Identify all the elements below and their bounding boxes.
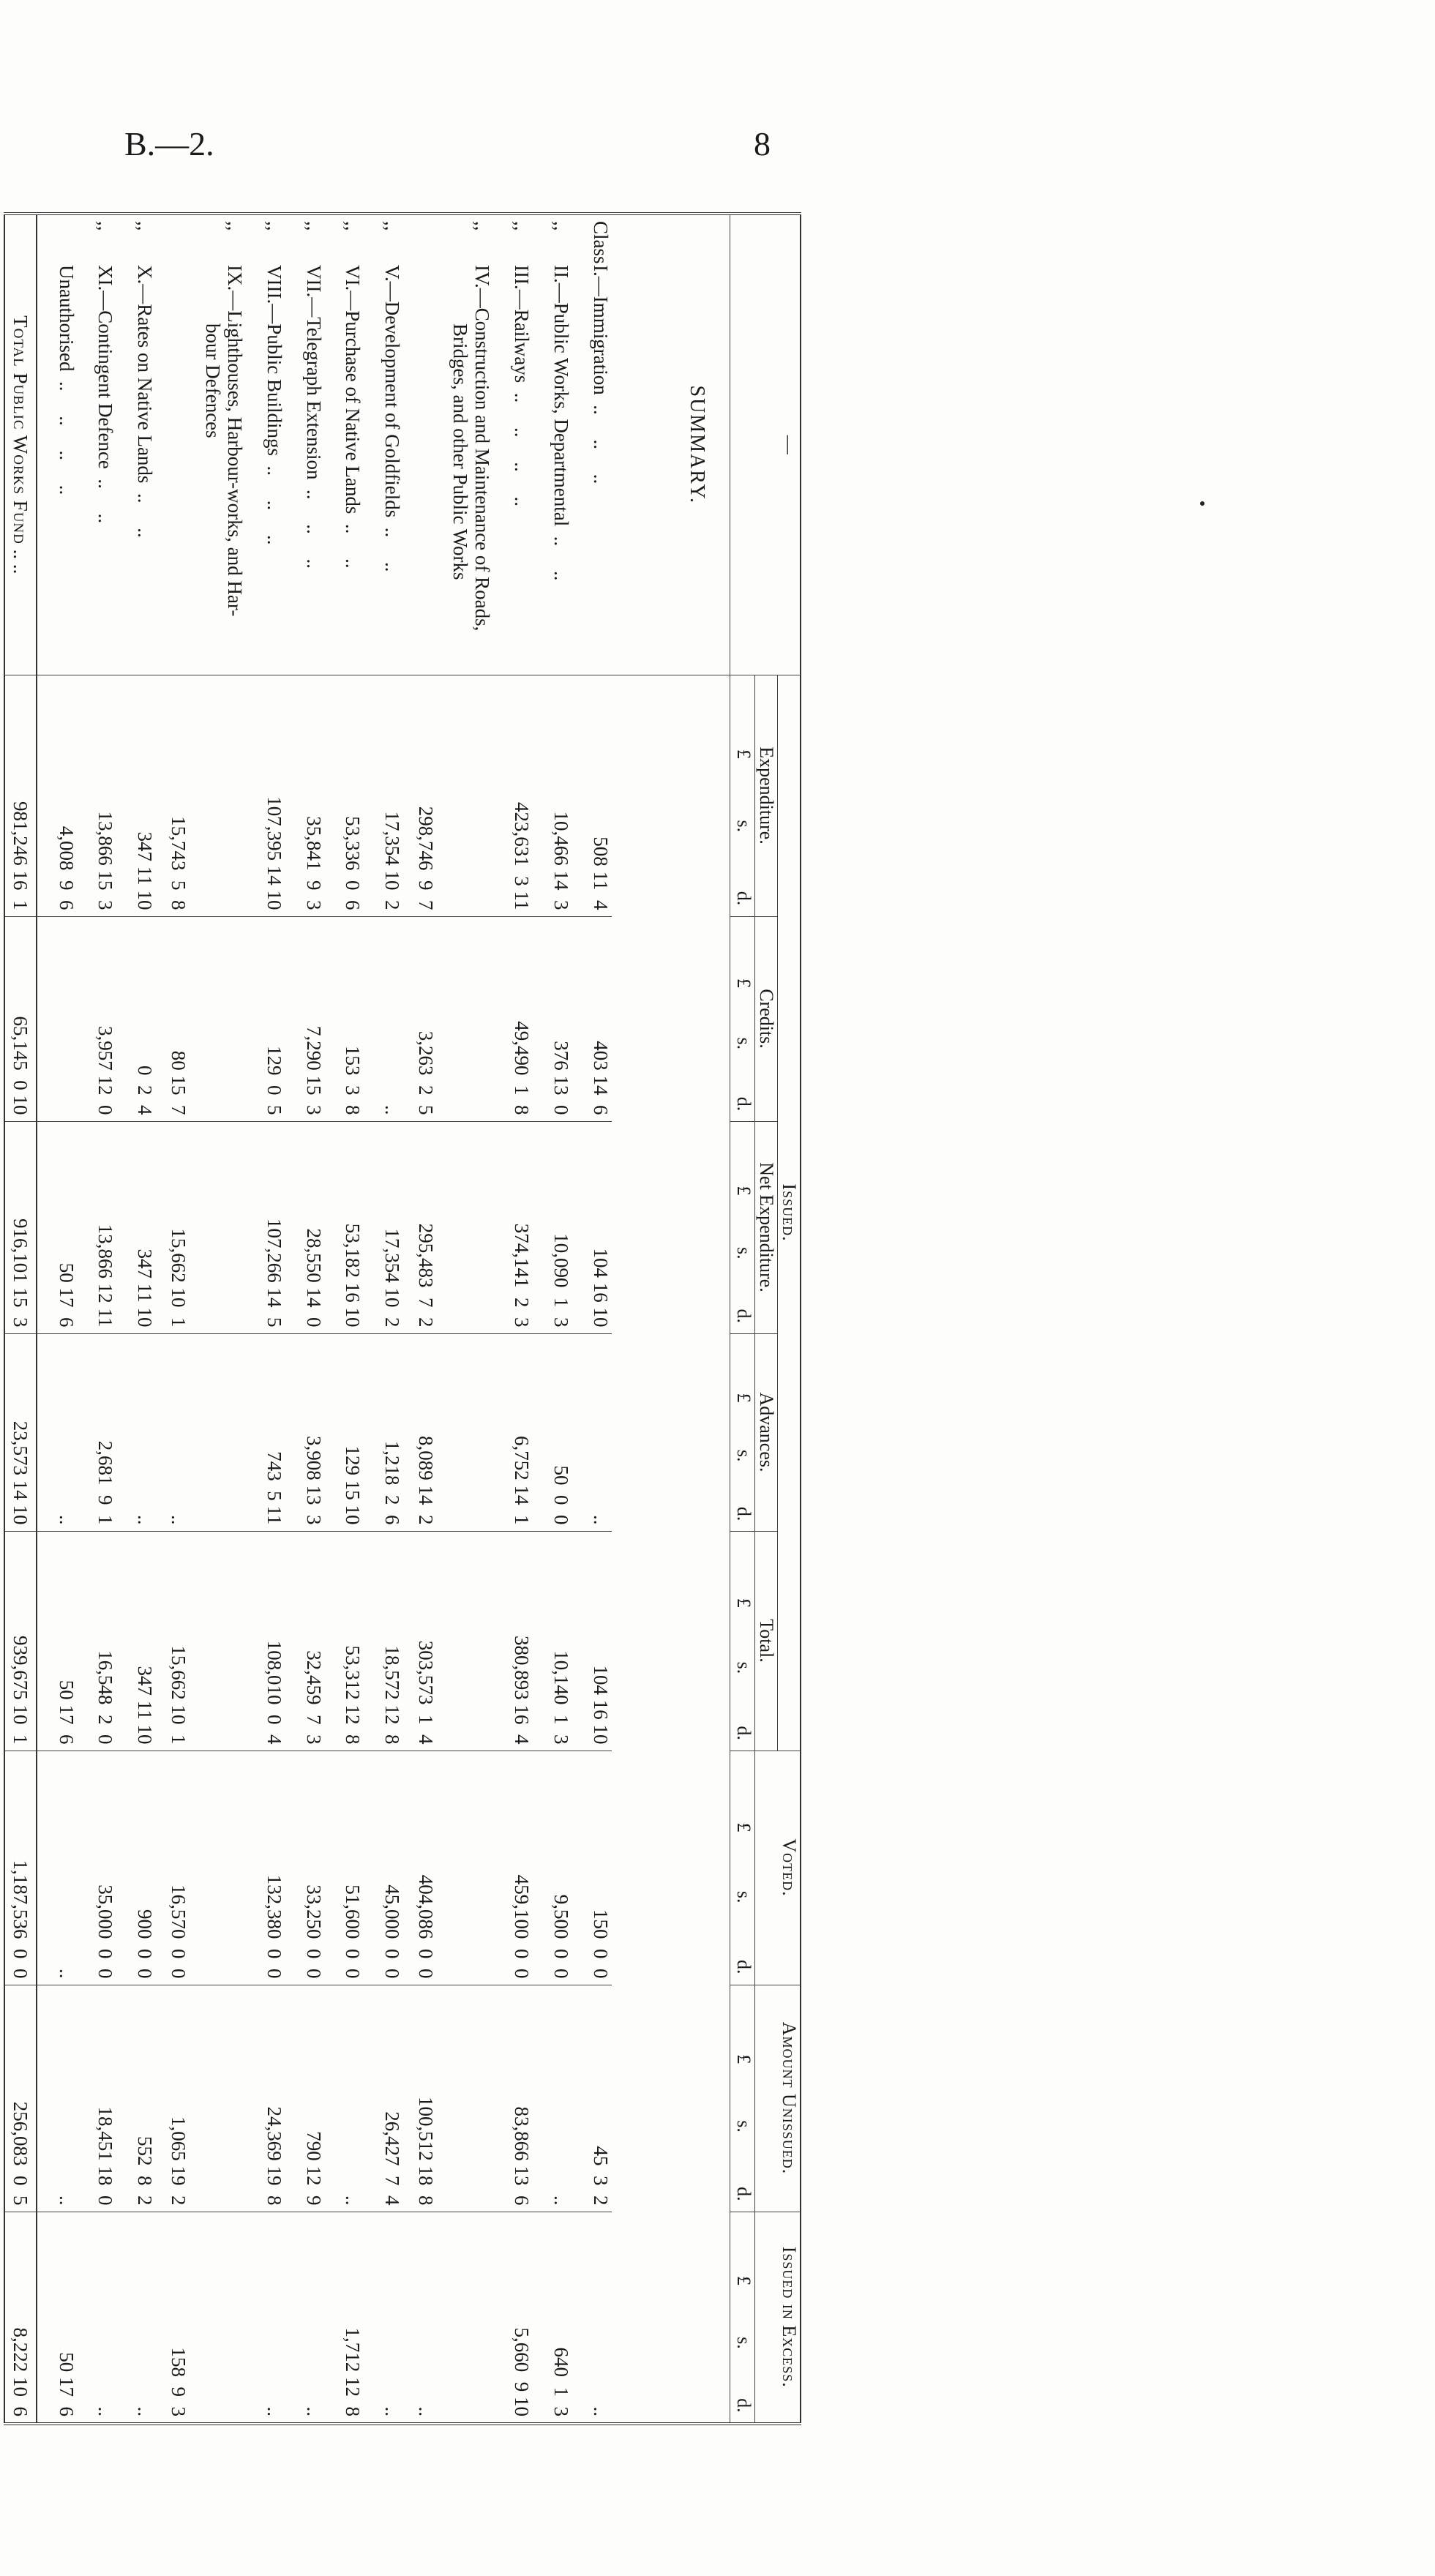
row-label: [325, 214, 364, 675]
cell-credits: 153 3 8: [325, 916, 364, 1121]
row-label-text: I.—Immigration: [589, 265, 612, 395]
row-label: [37, 214, 78, 675]
cell-excess: ..: [116, 2212, 156, 2424]
row-label-continued: Bridges, and other Public Works: [449, 323, 472, 580]
page-number: 8: [754, 125, 771, 162]
cell-expenditure: 4,008 9 6: [37, 675, 78, 916]
cell-excess: ..: [246, 2212, 285, 2424]
spacer-cell: [403, 1121, 415, 1333]
unit-symbol: £: [733, 1186, 754, 1196]
row-prefix: ,,: [302, 221, 325, 231]
cell-total: 16,548 2 0: [78, 1531, 117, 1751]
cell-total: 50 17 6: [37, 1531, 78, 1751]
cell-total: 18,572 12 8: [364, 1531, 403, 1751]
total-voted: 1,187,536 0 0: [4, 1751, 37, 1985]
cell-net: 104 16 10: [572, 1121, 612, 1333]
cell-unissued: 790 12 9: [285, 1985, 325, 2212]
row-prefix: ,,: [224, 221, 247, 231]
cell-advances: 129 15 10: [325, 1333, 364, 1531]
unit-symbol: £: [733, 978, 754, 988]
unit-symbol: £: [733, 749, 754, 759]
summary-heading: SUMMARY.: [612, 214, 730, 675]
spacer-cell: [156, 2212, 168, 2424]
cell-credits: 403 14 6: [572, 916, 612, 1121]
cell-advances: ..: [168, 1333, 246, 1531]
cell-net: 17,354 10 2: [364, 1121, 403, 1333]
cell-expenditure: 298,746 9 7: [415, 675, 493, 916]
total-dots: .. ..: [10, 544, 31, 574]
cell-expenditure: 17,354 10 2: [364, 675, 403, 916]
cell-voted: 150 0 0: [572, 1751, 612, 1985]
row-label: [116, 214, 156, 675]
row-label: [246, 214, 285, 675]
spacer-cell: [156, 214, 168, 675]
row-spacer: [403, 214, 415, 2424]
spacer-cell: [403, 2212, 415, 2424]
cell-unissued: 100,512 18 8: [415, 1985, 493, 2212]
header-excess: Issued in Excess.: [755, 2212, 801, 2424]
cell-voted: 900 0 0: [116, 1751, 156, 1985]
cell-total: 53,312 12 8: [325, 1531, 364, 1751]
row-dots: .. .. ..: [589, 394, 612, 484]
row-label: [78, 214, 117, 675]
cell-advances: 2,681 9 1: [78, 1333, 117, 1531]
cell-unissued: 24,369 19 8: [246, 1985, 285, 2212]
row-label-text: IV.—Construction and Maintenance of Roads,: [471, 265, 494, 632]
total-advances: 23,573 14 10: [4, 1333, 37, 1531]
unit-symbol: s.: [733, 1890, 754, 1903]
row-label: [285, 214, 325, 675]
header-advances: Advances.: [755, 1333, 778, 1531]
cell-expenditure: 347 11 10: [116, 675, 156, 916]
cell-total: 15,662 10 1: [168, 1531, 246, 1751]
unit-symbol: £: [733, 1393, 754, 1403]
unit-symbol: s.: [733, 2337, 754, 2349]
cell-total: 32,459 7 3: [285, 1531, 325, 1751]
unit-cell: [730, 1985, 755, 2212]
cell-credits: 7,290 15 3: [285, 916, 325, 1121]
unit-symbol: £: [733, 2275, 754, 2285]
total-credits: 65,145 0 10: [4, 916, 37, 1121]
cell-advances: 6,752 14 1: [493, 1333, 533, 1531]
cell-net: 347 11 10: [116, 1121, 156, 1333]
cell-credits: 3,957 12 0: [78, 916, 117, 1121]
row-label: [572, 214, 612, 675]
page-speck: [1200, 501, 1204, 506]
cell-expenditure: 53,336 0 6: [325, 675, 364, 916]
cell-voted: 33,250 0 0: [285, 1751, 325, 1985]
row-dots: .. .. .. ..: [55, 371, 78, 495]
cell-voted: 9,500 0 0: [533, 1751, 572, 1985]
row-dots: .. ..: [550, 526, 572, 581]
unit-cell: [730, 1333, 755, 1531]
cell-credits: 0 2 4: [116, 916, 156, 1121]
row-label-text: VII.—Telegraph Extension: [302, 265, 325, 480]
cell-advances: 8,089 14 2: [415, 1333, 493, 1531]
total-expenditure: 981,246 16 1: [4, 675, 37, 916]
row-label-text: X.—Rates on Native Lands: [133, 265, 156, 484]
spacer-cell: [156, 1751, 168, 1985]
unit-symbol: s.: [733, 2120, 754, 2133]
cell-credits: 49,490 1 8: [493, 916, 533, 1121]
cell-expenditure: 15,743 5 8: [168, 675, 246, 916]
cell-voted: 45,000 0 0: [364, 1751, 403, 1985]
row-label: [168, 214, 246, 675]
header-unissued: Amount Unissued.: [755, 1985, 801, 2212]
total-excess: 8,222 10 6: [4, 2212, 37, 2424]
cell-net: 374,141 2 3: [493, 1121, 533, 1333]
unit-symbol: d.: [733, 1959, 754, 1974]
unit-symbol: s.: [733, 1661, 754, 1674]
cell-advances: ..: [572, 1333, 612, 1531]
cell-voted: 51,600 0 0: [325, 1751, 364, 1985]
table-row: [364, 214, 403, 2424]
row-label-text: XI.—Contingent Defence: [94, 265, 117, 469]
row-label-text: Unauthorised: [55, 265, 78, 372]
cell-excess: ..: [285, 2212, 325, 2424]
cell-advances: 3,908 13 3: [285, 1333, 325, 1531]
row-dots: .. ..: [342, 514, 364, 569]
cell-voted: ..: [37, 1751, 78, 1985]
row-dots: .. .. ..: [263, 456, 286, 545]
row-label: [415, 214, 493, 675]
spacer-cell: [156, 916, 168, 1121]
cell-net: 53,182 16 10: [325, 1121, 364, 1333]
unit-symbol: d.: [733, 891, 754, 906]
table-row: [572, 214, 612, 2424]
cell-expenditure: 35,841 9 3: [285, 675, 325, 916]
table-row: [116, 214, 156, 2424]
unit-symbol: £: [733, 2054, 754, 2064]
cell-unissued: 45 3 2: [572, 1985, 612, 2212]
unit-symbol: d.: [733, 1506, 754, 1521]
row-label-text: IX.—Lighthouses, Harbour-works, and Har-: [224, 265, 247, 617]
cell-net: 50 17 6: [37, 1121, 78, 1333]
unit-cell: [730, 1531, 755, 1751]
table-row: [493, 214, 533, 2424]
row-prefix: ,,: [471, 221, 494, 231]
cell-unissued: ..: [37, 1985, 78, 2212]
row-label: [493, 214, 533, 675]
cell-total: 108,010 0 4: [246, 1531, 285, 1751]
row-dots: .. .. .. ..: [511, 383, 533, 506]
cell-excess: ..: [572, 2212, 612, 2424]
unit-cell: [730, 675, 755, 916]
cell-total: 347 11 10: [116, 1531, 156, 1751]
unit-symbol: s.: [733, 820, 754, 833]
cell-total: 380,893 16 4: [493, 1531, 533, 1751]
total-label: [4, 214, 37, 675]
header-credits: Credits.: [755, 916, 778, 1121]
cell-total: 303,573 1 4: [415, 1531, 493, 1751]
cell-voted: 16,570 0 0: [168, 1751, 246, 1985]
row-dots: .. ..: [133, 483, 156, 538]
header-issued: Issued.: [778, 675, 801, 1751]
cell-excess: ..: [415, 2212, 493, 2424]
cell-unissued: 26,427 7 4: [364, 1985, 403, 2212]
cell-excess: 5,660 9 10: [493, 2212, 533, 2424]
cell-unissued: 552 8 2: [116, 1985, 156, 2212]
spacer-cell: [403, 1333, 415, 1531]
header-expenditure: Expenditure.: [755, 675, 778, 916]
spacer-cell: [156, 1121, 168, 1333]
unit-symbol: £: [733, 1598, 754, 1608]
spacer-cell: [403, 1531, 415, 1751]
table-row: [415, 214, 493, 2424]
cell-credits: 376 13 0: [533, 916, 572, 1121]
total-unissued: 256,083 0 5: [4, 1985, 37, 2212]
spacer-cell: [156, 675, 168, 916]
header-voted: Voted.: [755, 1751, 801, 1985]
cell-advances: 743 5 11: [246, 1333, 285, 1531]
cell-voted: 132,380 0 0: [246, 1751, 285, 1985]
header-blank: —: [730, 214, 801, 675]
table-row: [285, 214, 325, 2424]
cell-advances: 50 0 0: [533, 1333, 572, 1531]
row-label-text: VIII.—Public Buildings: [263, 265, 286, 456]
cell-net: 28,550 14 0: [285, 1121, 325, 1333]
cell-unissued: 18,451 18 0: [78, 1985, 117, 2212]
cell-expenditure: 10,466 14 3: [533, 675, 572, 916]
total-net: 916,101 15 3: [4, 1121, 37, 1333]
cell-net: 13,866 12 11: [78, 1121, 117, 1333]
unit-symbol: d.: [733, 2398, 754, 2413]
spacer-cell: [156, 1985, 168, 2212]
row-label: [364, 214, 403, 675]
spacer-cell: [403, 214, 415, 675]
spacer-cell: [403, 675, 415, 916]
row-label-text: V.—Development of Goldfields: [381, 265, 404, 518]
cell-voted: 404,086 0 0: [415, 1751, 493, 1985]
rows-body: [37, 214, 730, 2424]
cell-unissued: 1,065 19 2: [168, 1985, 246, 2212]
cell-expenditure: 13,866 15 3: [78, 675, 117, 916]
unit-cell: [730, 1751, 755, 1985]
cell-total: 104 16 10: [572, 1531, 612, 1751]
unit-symbol: s.: [733, 1449, 754, 1462]
row-prefix: ,,: [263, 221, 286, 231]
cell-credits: 3,263 2 5: [415, 916, 493, 1121]
cell-excess: 50 17 6: [37, 2212, 78, 2424]
total-label-text: Total Public Works Fund: [10, 315, 31, 544]
spacer-cell: [403, 1985, 415, 2212]
rotated-statement: [0, 212, 801, 2422]
row-prefix: ,,: [94, 221, 117, 231]
spacer-cell: [403, 1751, 415, 1985]
row-prefix: ,,: [511, 221, 533, 231]
table-row: [533, 214, 572, 2424]
cell-advances: 1,218 2 6: [364, 1333, 403, 1531]
table-row: [246, 214, 285, 2424]
header-total: Total.: [755, 1531, 778, 1751]
row-prefix: ,,: [133, 221, 156, 231]
row-prefix: ,,: [550, 221, 572, 231]
row-spacer: [156, 214, 168, 2424]
row-label-continued: bour Defences: [202, 323, 225, 438]
cell-credits: [37, 916, 78, 1121]
unit-symbol: d.: [733, 2187, 754, 2201]
row-dots: .. ..: [94, 468, 117, 524]
row-label-text: III.—Railways: [511, 265, 533, 383]
total-row: [4, 214, 37, 2424]
unit-symbol: d.: [733, 1308, 754, 1324]
total-total: 939,675 10 1: [4, 1531, 37, 1751]
unit-symbol: s.: [733, 1247, 754, 1259]
cell-advances: ..: [37, 1333, 78, 1531]
row-label-text: VI.—Purchase of Native Lands: [342, 265, 364, 514]
cell-credits: 129 0 5: [246, 916, 285, 1121]
cell-net: 10,090 1 3: [533, 1121, 572, 1333]
statement-table: [4, 212, 801, 2425]
cell-excess: 158 9 3: [168, 2212, 246, 2424]
cell-expenditure: 423,631 3 11: [493, 675, 533, 916]
cell-unissued: 83,866 13 6: [493, 1985, 533, 2212]
cell-credits: 80 15 7: [168, 916, 246, 1121]
header-net: Net Expenditure.: [755, 1121, 778, 1333]
cell-advances: ..: [116, 1333, 156, 1531]
spacer-cell: [156, 1333, 168, 1531]
cell-voted: 459,100 0 0: [493, 1751, 533, 1985]
cell-net: 15,662 10 1: [168, 1121, 246, 1333]
row-prefix: Class: [589, 221, 612, 264]
cell-unissued: ..: [325, 1985, 364, 2212]
spacer-cell: [403, 916, 415, 1121]
table-row: [78, 214, 117, 2424]
cell-expenditure: 508 11 4: [572, 675, 612, 916]
table-row: [325, 214, 364, 2424]
spacer-cell: [156, 1531, 168, 1751]
unit-cell: [730, 2212, 755, 2424]
unit-symbol: d.: [733, 1096, 754, 1112]
row-dots: .. .. ..: [302, 479, 325, 569]
page-reference: B.—2.: [124, 125, 214, 162]
cell-total: 10,140 1 3: [533, 1531, 572, 1751]
cell-credits: ..: [364, 916, 403, 1121]
cell-excess: 640 1 3: [533, 2212, 572, 2424]
row-prefix: ,,: [342, 221, 364, 231]
unit-symbol: s.: [733, 1037, 754, 1050]
unit-symbol: £: [733, 1822, 754, 1832]
cell-net: 295,483 7 2: [415, 1121, 493, 1333]
cell-unissued: ..: [533, 1985, 572, 2212]
row-prefix: ,,: [381, 221, 404, 231]
unit-cell: [730, 1121, 755, 1333]
cell-excess: ..: [78, 2212, 117, 2424]
row-label-text: II.—Public Works, Departmental: [550, 265, 572, 527]
cell-excess: ..: [364, 2212, 403, 2424]
unit-symbol: d.: [733, 1726, 754, 1740]
cell-excess: 1,712 12 8: [325, 2212, 364, 2424]
table-row: [168, 214, 246, 2424]
unit-cell: [730, 916, 755, 1121]
table-row: [37, 214, 78, 2424]
cell-net: 107,266 14 5: [246, 1121, 285, 1333]
cell-expenditure: 107,395 14 10: [246, 675, 285, 916]
cell-voted: 35,000 0 0: [78, 1751, 117, 1985]
row-label: [533, 214, 572, 675]
row-dots: .. ..: [381, 517, 404, 572]
